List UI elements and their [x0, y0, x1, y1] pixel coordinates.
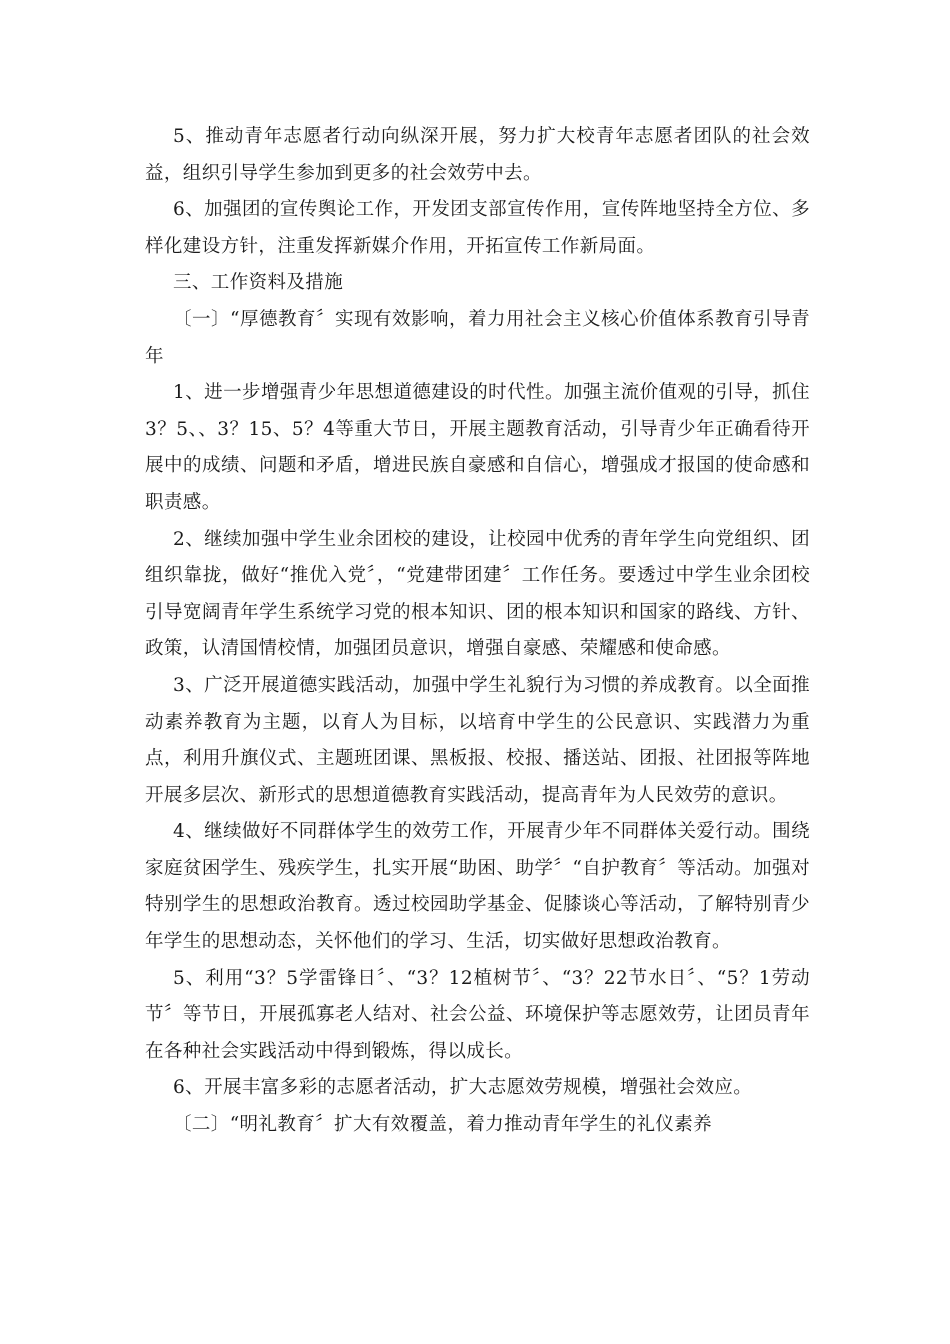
document-body — [145, 119, 810, 1144]
paragraph-moral-practice: 3、广泛开展道德实践活动，加强中学生礼貌行为习惯的养成教育。以全面推动素养教育为主题，以育人为目标，以培育中学生的公民意识、实践潜力为重点，利用升旗仪式、主题班团课、黑板报、校报、播送站、团报、社团报等阵地开展多层次、新形式的思想道德教育实践活动，提高青年为人民效劳的意识。 — [145, 674, 810, 806]
paragraph-volunteer-scale: 6、开展丰富多彩的志愿者活动，扩大志愿效劳规模，增强社会效应。 — [173, 1077, 753, 1099]
paragraph-student-groups: 4、继续做好不同群体学生的效劳工作，开展青少年不同群体关爱行动。围绕家庭贫困学生、残疾学生，扎实开展“助困、助学〞“自护教育〞等活动。加强对特别学生的思想政治教育。透过校园助学基金、促膝谈心等活动，了解特别青少年学生的思想动态，关怀他们的学习、生活，切实做好思想政治教育。 — [145, 821, 810, 953]
section-heading-measures: 三、工作资料及措施 — [173, 272, 344, 294]
paragraph-youth-league-school: 2、继续加强中学生业余团校的建设，让校园中优秀的青年学生向党组织、团组织靠拢，做好“推优入党〞，“党建带团建〞工作任务。要透过中学生业余团校引导宽阔青年学生系统学习党的根本知识、团的根本知识和国家的路线、方针、政策，认清国情校情，加强团员意识，增强自豪感、荣耀感和使命感。 — [145, 528, 810, 660]
subsection-heading-etiquette-education: 〔二〕“明礼教育〞扩大有效覆盖，着力推动青年学生的礼仪素养 — [173, 1114, 713, 1136]
paragraph-volunteer-action: 5、推动青年志愿者行动向纵深开展，努力扩大校青年志愿者团队的社会效益，组织引导学生参加到更多的社会效劳中去。 — [145, 126, 810, 184]
paragraph-ideological-building: 1、进一步增强青少年思想道德建设的时代性。加强主流价值观的引导，抓住3？5、、3？15、5？4等重大节日，开展主题教育活动，引导青少年正确看待开展中的成绩、问题和矛盾，增进民族自豪感和自信心，增强成才报国的使命感和职责感。 — [145, 382, 810, 513]
paragraph-festival-activities: 5、利用“3？5学雷锋日〞、“3？12植树节〞、“3？22节水日〞、“5？1劳动节〞等节日，开展孤寡老人结对、社会公益、环境保护等志愿效劳，让团员青年在各种社会实践活动中得到锻炼，得以成长。 — [145, 967, 810, 1062]
paragraph-publicity-work: 6、加强团的宣传舆论工作，开发团支部宣传作用，宣传阵地坚持全方位、多样化建设方针，注重发挥新媒介作用，开拓宣传工作新局面。 — [145, 199, 810, 257]
subsection-heading-moral-education: 〔一〕“厚德教育〞实现有效影响，着力用社会主义核心价值体系教育引导青年 — [145, 308, 810, 367]
